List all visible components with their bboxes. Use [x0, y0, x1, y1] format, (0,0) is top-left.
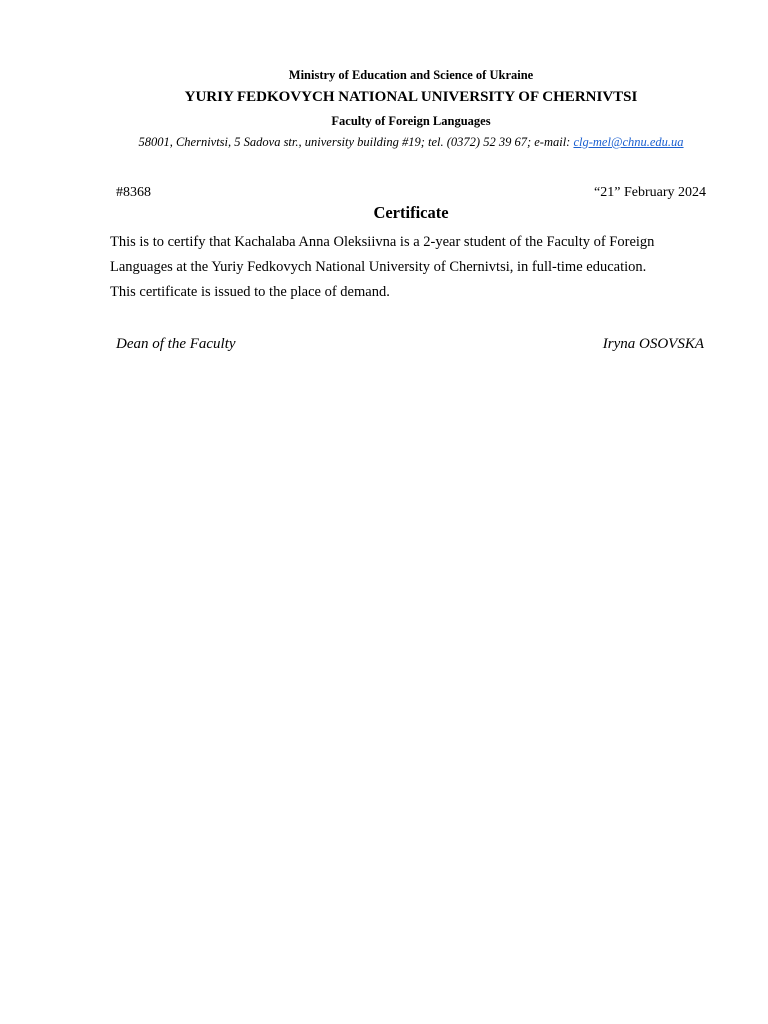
faculty-name: Faculty of Foreign Languages — [331, 114, 491, 128]
certificate-title: Certificate — [373, 203, 449, 222]
contact-address — [27, 135, 768, 150]
address-text: 58001, Chernivtsi, 5 Sadova str., university building #19; tel. (0372) 52 39 67; e-mail: — [138, 135, 574, 149]
certificate-paragraph-2: This certificate is issued to the place of demand. — [110, 284, 390, 300]
reference-number: #8368 — [116, 185, 151, 200]
issue-date: “21” February 2024 — [594, 185, 706, 200]
signatory-position: Dean of the Faculty — [116, 336, 236, 352]
certificate-body — [110, 230, 710, 305]
ministry-name: Ministry of Education and Science of Ukraine — [288, 68, 534, 82]
university-name: YURIY FEDKOVYCH NATIONAL UNIVERSITY OF CHERNIVTSI — [184, 89, 638, 105]
email-link[interactable]: clg-mel@chnu.edu.ua — [573, 135, 684, 149]
certificate-paragraph-1: This is to certify that Kachalaba Anna Oleksiivna is a 2-year student of the Faculty of Foreign Languages at the Yuriy Fedkovych National University of Chernivtsi, in full-time education. — [110, 234, 655, 275]
signatory-name: Iryna OSOVSKA — [602, 336, 704, 352]
